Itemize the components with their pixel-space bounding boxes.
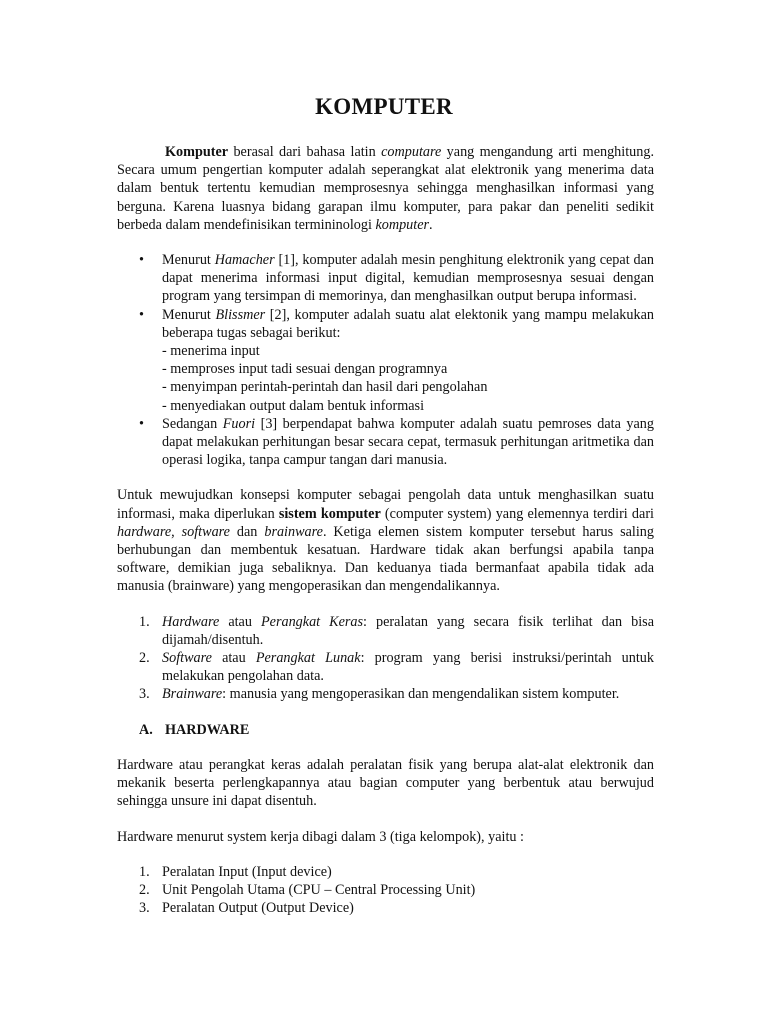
- hardware-group-item: [117, 881, 654, 899]
- definition-text: [3] berpendapat bahwa komputer adalah suatu pemroses data yang dapat melakukan perhitungan besar secara cepat, termasuk perhitungan aritmetika dan operasi logika, tanpa campur tangan dari manusia.: [162, 415, 654, 469]
- intro-latin: computare: [381, 144, 442, 160]
- section-heading-hardware: [117, 721, 654, 739]
- definition-author: Fuori: [222, 415, 256, 432]
- definition-author: Blissmer: [215, 306, 266, 323]
- element-alt: Perangkat Keras: [261, 613, 364, 630]
- hardware-group-label: Peralatan Input (Input device): [162, 863, 332, 880]
- intro-tail: komputer: [375, 216, 430, 233]
- element-item: [117, 613, 654, 649]
- system-paragraph: [117, 486, 654, 595]
- system-brainware: brainware: [264, 523, 323, 540]
- element-term: Software: [162, 650, 212, 667]
- definitions-list: [117, 251, 654, 469]
- list-number: 1.: [139, 863, 150, 880]
- definition-pre: Menurut: [162, 306, 216, 323]
- page-title: KOMPUTER: [315, 94, 453, 119]
- element-mid: atau: [211, 650, 256, 667]
- intro-text-2: yang mengandung arti menghitung. Secara umum pengertian komputer adalah seperangkat alat elektronik yang menerima data dalam bentuk tertentu kemudian memprosesnya sehingga menghasilkan informasi yang berguna. Karena luasnya bidang garapan ilmu komputer, para pakar dan peneliti sedikit berbeda dalam mendefinisikan termininologi: [117, 144, 654, 233]
- definition-text: [1], komputer adalah mesin penghitung elektronik yang cepat dan dapat menerima informasi input digital, kemudian memprosesnya sesuai dengan program yang tersimpan di memorinya, dan menghasilkan output berupa informasi.: [162, 252, 654, 305]
- system-text-a: Untuk mewujudkan konsepsi komputer sebagai pengolah data untuk menghasilkan suatu informasi, maka diperlukan: [117, 487, 654, 522]
- definition-item: [117, 251, 654, 306]
- definition-text: [2], komputer adalah suatu alat elektonik yang mampu melakukan beberapa tugas sebagai berikut:: [162, 306, 654, 341]
- definition-pre: Sedangan: [162, 415, 223, 432]
- element-mid: atau: [219, 613, 261, 630]
- hardware-groups-intro: Hardware menurut system kerja dibagi dalam 3 (tiga kelompok), yaitu :: [117, 828, 524, 845]
- element-item: [117, 649, 654, 685]
- element-desc: : peralatan yang secara fisik terlihat dan bisa dijamah/disentuh.: [162, 613, 654, 648]
- hardware-group-item: [117, 899, 654, 917]
- intro-paragraph: [117, 143, 654, 234]
- element-term: Hardware: [162, 613, 220, 630]
- document-body: [117, 143, 654, 917]
- list-number: 2.: [139, 650, 150, 667]
- hardware-paragraph: Hardware atau perangkat keras adalah peralatan fisik yang berupa alat-alat elektronik dan mekanik beserta perlengkapannya atau bagian computer yang berbentuk atau berwujud sehingga unsure ini dapat disentuh.: [117, 756, 654, 810]
- system-text-b: (computer system) yang elemennya terdiri dari: [380, 505, 654, 522]
- hardware-groups-list: [117, 863, 654, 918]
- element-alt: Perangkat Lunak: [255, 650, 361, 667]
- hardware-group-label: Unit Pengolah Utama (CPU – Central Processing Unit): [162, 881, 476, 898]
- definition-item: [117, 306, 654, 415]
- elements-list: [117, 613, 654, 704]
- task-line: - menyediakan output dalam bentuk informasi: [162, 397, 425, 414]
- task-line: - menerima input: [162, 343, 260, 360]
- system-hardware: hardware: [117, 523, 172, 540]
- definition-item: [117, 415, 654, 470]
- system-text-d: dan: [229, 523, 265, 540]
- system-software: software: [181, 523, 230, 540]
- intro-text-1: berasal dari bahasa latin: [228, 144, 382, 160]
- element-item: [117, 685, 654, 703]
- bullet-icon: •: [139, 252, 144, 269]
- section-letter: A.: [139, 721, 153, 738]
- system-text-c: ,: [171, 523, 182, 540]
- hardware-group-label: Peralatan Output (Output Device): [162, 900, 354, 917]
- intro-term: Komputer: [165, 144, 229, 160]
- hardware-group-item: [117, 863, 654, 881]
- list-number: 3.: [139, 686, 150, 703]
- intro-end: .: [429, 216, 433, 233]
- definition-pre: Menurut: [162, 252, 215, 269]
- list-number: 2.: [139, 881, 150, 898]
- element-term: Brainware: [162, 686, 223, 703]
- section-title: HARDWARE: [165, 721, 250, 738]
- list-number: 1.: [139, 613, 150, 630]
- system-term: sistem komputer: [278, 505, 381, 522]
- task-line: - memproses input tadi sesuai dengan programnya: [162, 361, 448, 378]
- definition-author: Hamacher: [214, 252, 275, 269]
- bullet-icon: •: [139, 306, 144, 323]
- bullet-icon: •: [139, 415, 144, 432]
- list-number: 3.: [139, 900, 150, 917]
- element-desc: : program yang berisi instruksi/perintah untuk melakukan pengolahan data.: [162, 650, 654, 685]
- element-desc: : manusia yang mengoperasikan dan mengendalikan sistem komputer.: [222, 686, 620, 703]
- system-text-e: . Ketiga elemen sistem komputer tersebut harus saling berhubungan dan membentuk kesatuan. Hardware tidak akan berfungsi apabila tanpa software, demikian juga sebaliknya. Dan keduanya tiada bermanfaat apabila tidak ada manusia (brainware) yang mengoperasikan dan mengendalikannya.: [117, 523, 654, 595]
- task-line: - menyimpan perintah-perintah dan hasil dari pengolahan: [162, 379, 488, 396]
